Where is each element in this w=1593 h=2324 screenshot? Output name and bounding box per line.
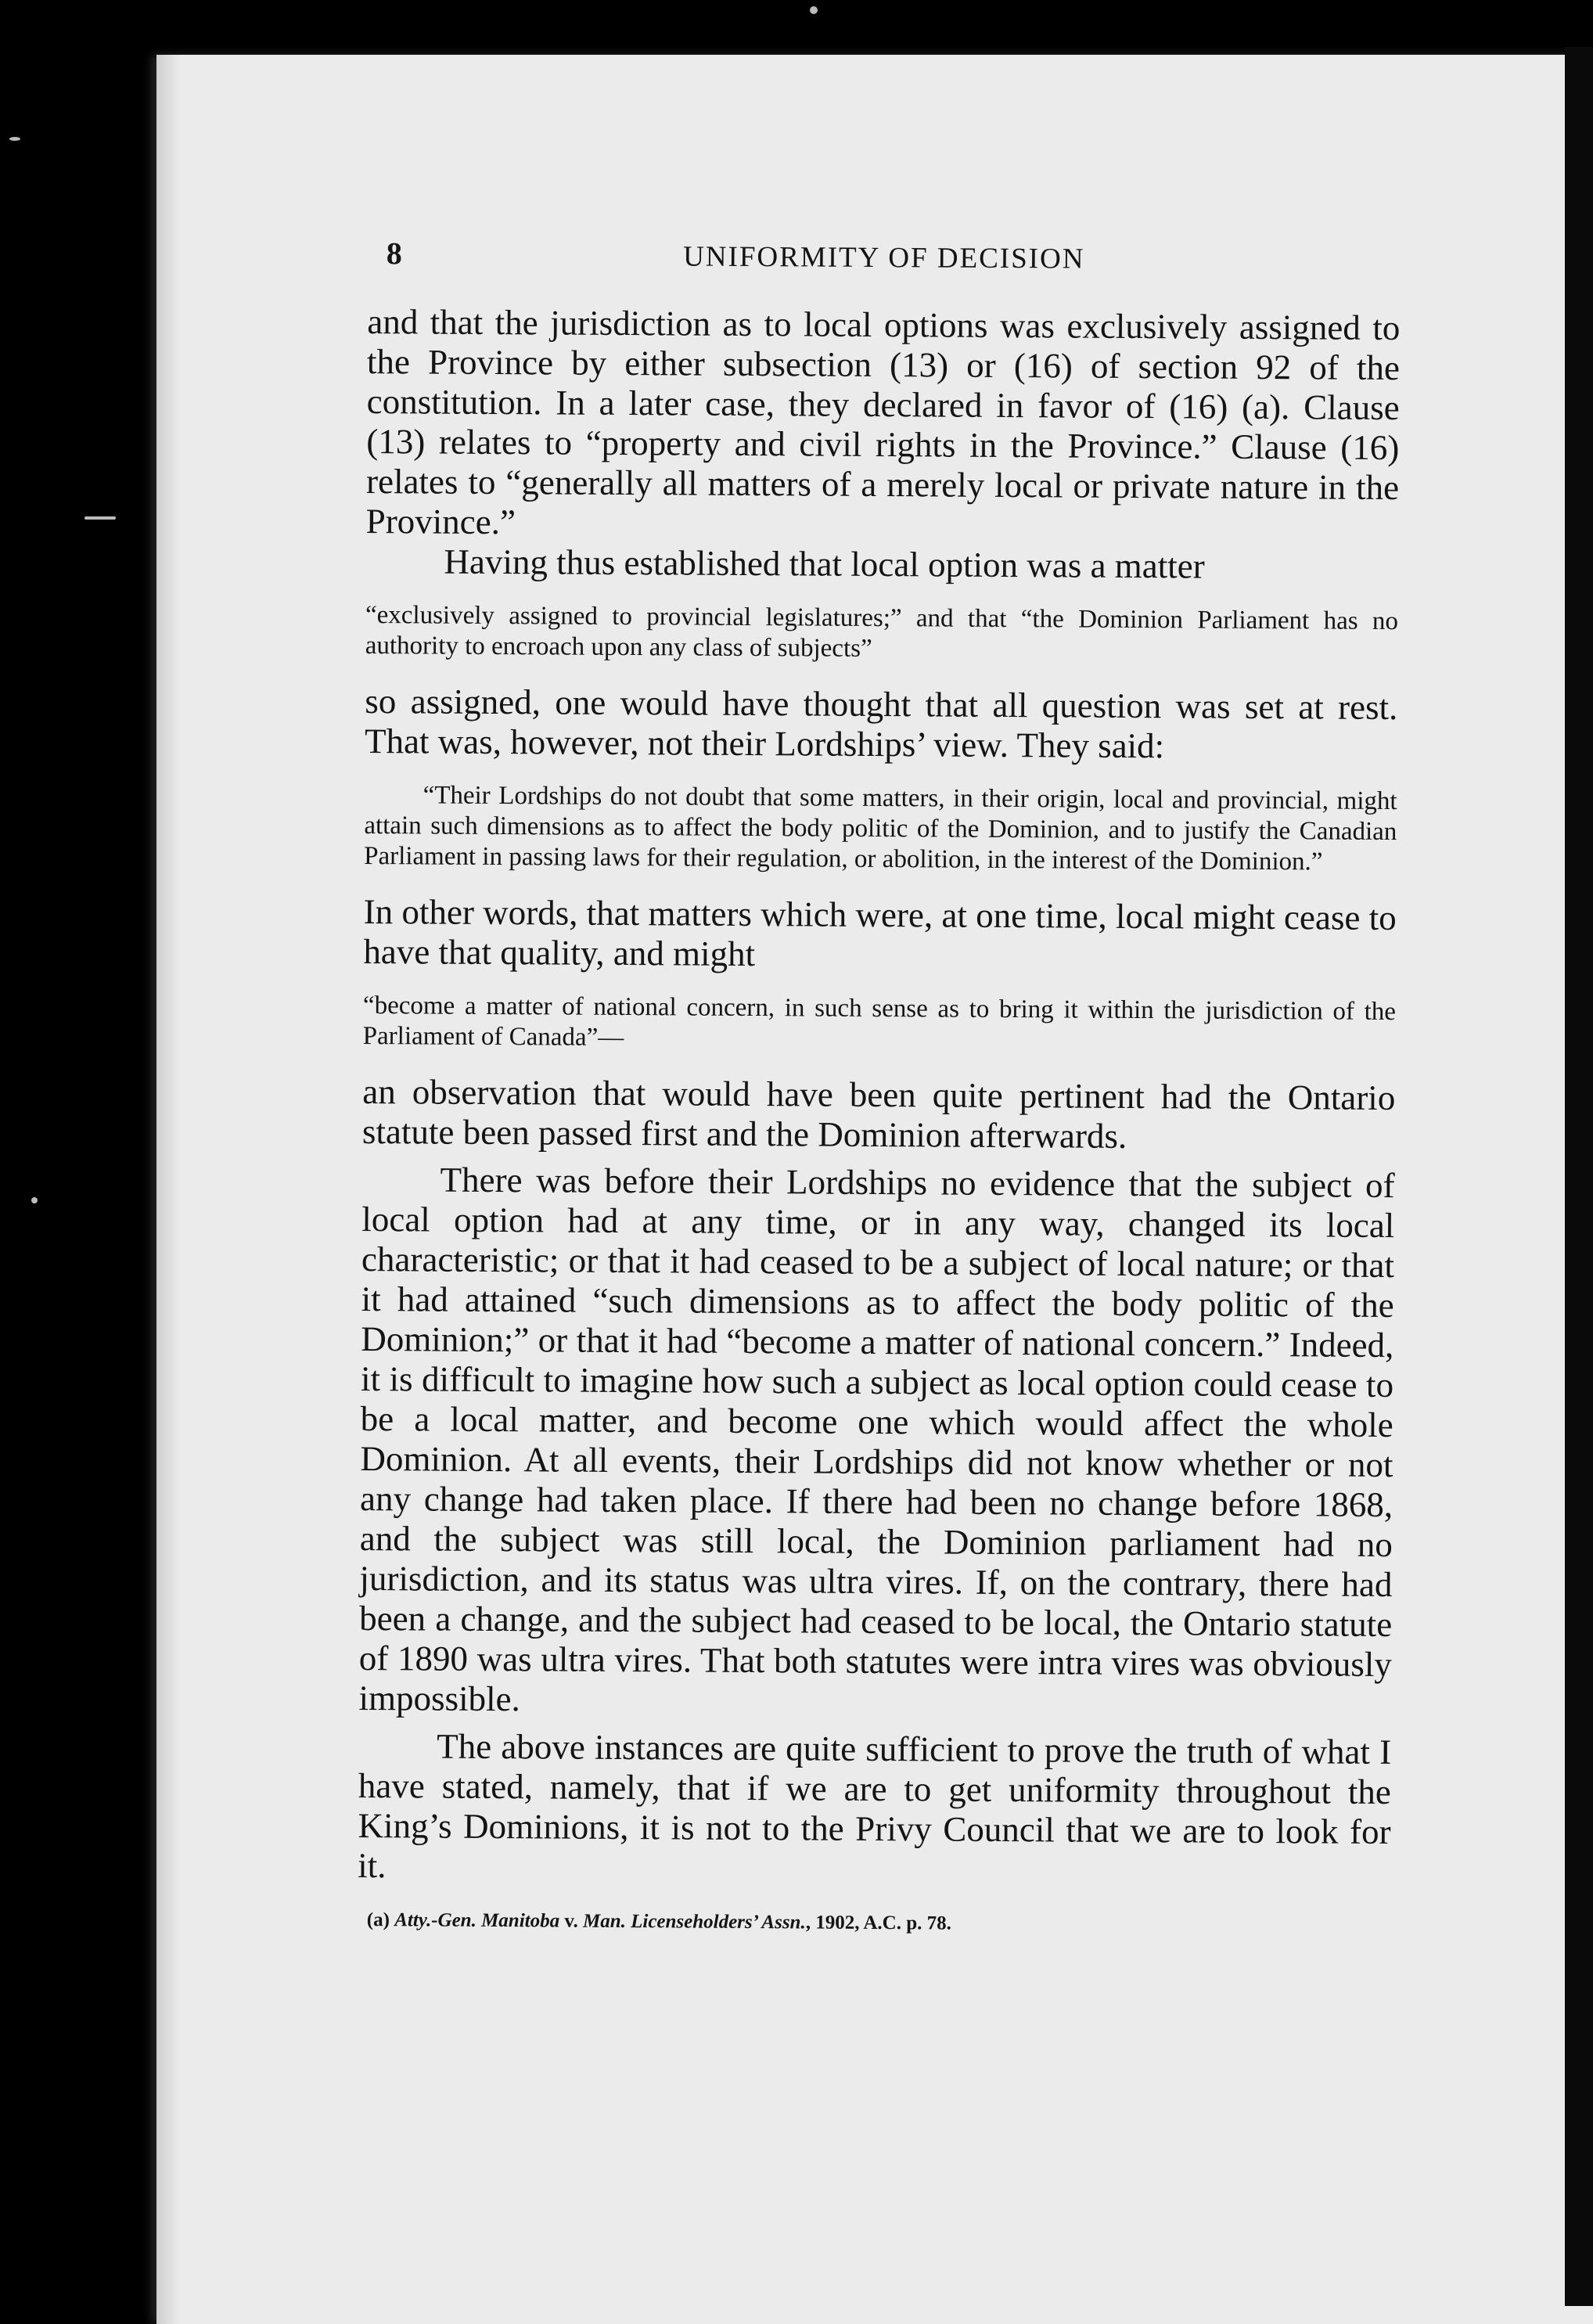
paragraph-2-lead: Having thus established that local option was a matter [444, 541, 1205, 586]
block-quote-1: “exclusively assigned to provincial legislatures;” and that “the Dominion Parliament has no authority to encroach upon any class of subjects” [365, 600, 1399, 663]
paragraph-3: In other words, that matters which were, at one time, local might cease to have that quality, and might [363, 891, 1397, 974]
scan-speck [85, 516, 116, 520]
page-content [358, 235, 1401, 1937]
scan-right-edge [1565, 47, 1593, 2306]
paragraph-3-continued: an observation that would have been quite pertinent had the Ontario statute been passed first and the Dominion afterwards. [361, 1071, 1396, 1156]
page-header [368, 235, 1401, 296]
running-title: UNIFORMITY OF DECISION [683, 240, 1085, 275]
page-number: 8 [386, 236, 402, 272]
footnote-versus: v. [564, 1910, 578, 1932]
scan-speck [9, 137, 20, 141]
paragraph-4: There was before their Lordships no evidence that the subject of local option had at any time, or in any way, changed its local characteristic; or that it had ceased to be a subject of local nature; or that it had attained “such dimensions as to affect the body politic of the Dominion;” or that it had “become a matter of national concern.” Indeed, it is difficult to imagine how such a subject as local option could cease to be a local matter, and become one which would affect the whole Dominion. At all events, their Lordships did not know whether or not any change had taken place. If there had been no change before 1868, and the subject was still local, the Dominion parliament had no jurisdiction, and its status was ultra vires. If, on the contrary, there had been a change, and the subject had ceased to be local, the Ontario statute of 1890 was ultra vires. That both statutes were intra vires was obviously impossible. [358, 1160, 1395, 1719]
paragraph-1: and that the jurisdiction as to local options was exclusively assigned to the Province by either subsection (13) or (16) of section 92 of the constitution. In a later case, they declared in favor of (16) (a). Clause (13) relates to “property and civil rights in the Province.” Clause (16) relates to “generally all matters of a merely local or private nature in the Province.” [365, 301, 1401, 542]
page-edge-shadow [156, 55, 180, 2324]
footnote-party-2: Man. Licenseholders’ Assn. [582, 1910, 806, 1934]
footnote-reference: , 1902, A.C. p. 78. [805, 1912, 951, 1934]
paragraph-5: The above instances are quite sufficient to prove the truth of what I have stated, namely, that if we are to get uniformity throughout the King’s Dominions, it is not to the Privy Council that we are to look for it. [358, 1726, 1392, 1886]
paragraph-2-continued: so assigned, one would have thought that all question was set at rest. That was, however, not their Lordships’ view. They said: [364, 681, 1398, 766]
scan-speck [31, 1197, 38, 1203]
footnote-marker: (a) [366, 1909, 390, 1931]
footnote-party-1: Atty.-Gen. Manitoba [394, 1909, 560, 1932]
block-quote-3: “become a matter of national concern, in such sense as to bring it within the jurisdiction of the Parliament of Canada”— [362, 991, 1397, 1052]
scan-speck [810, 6, 818, 14]
block-quote-2: “Their Lordships do not doubt that some matters, in their origin, local and provincial, might attain such dimensions as to affect the body politic of the Dominion, and to justify the Canadian Parliament in passing laws for their regulation, or abolition, in the interest of the Dominion.” [364, 781, 1397, 876]
